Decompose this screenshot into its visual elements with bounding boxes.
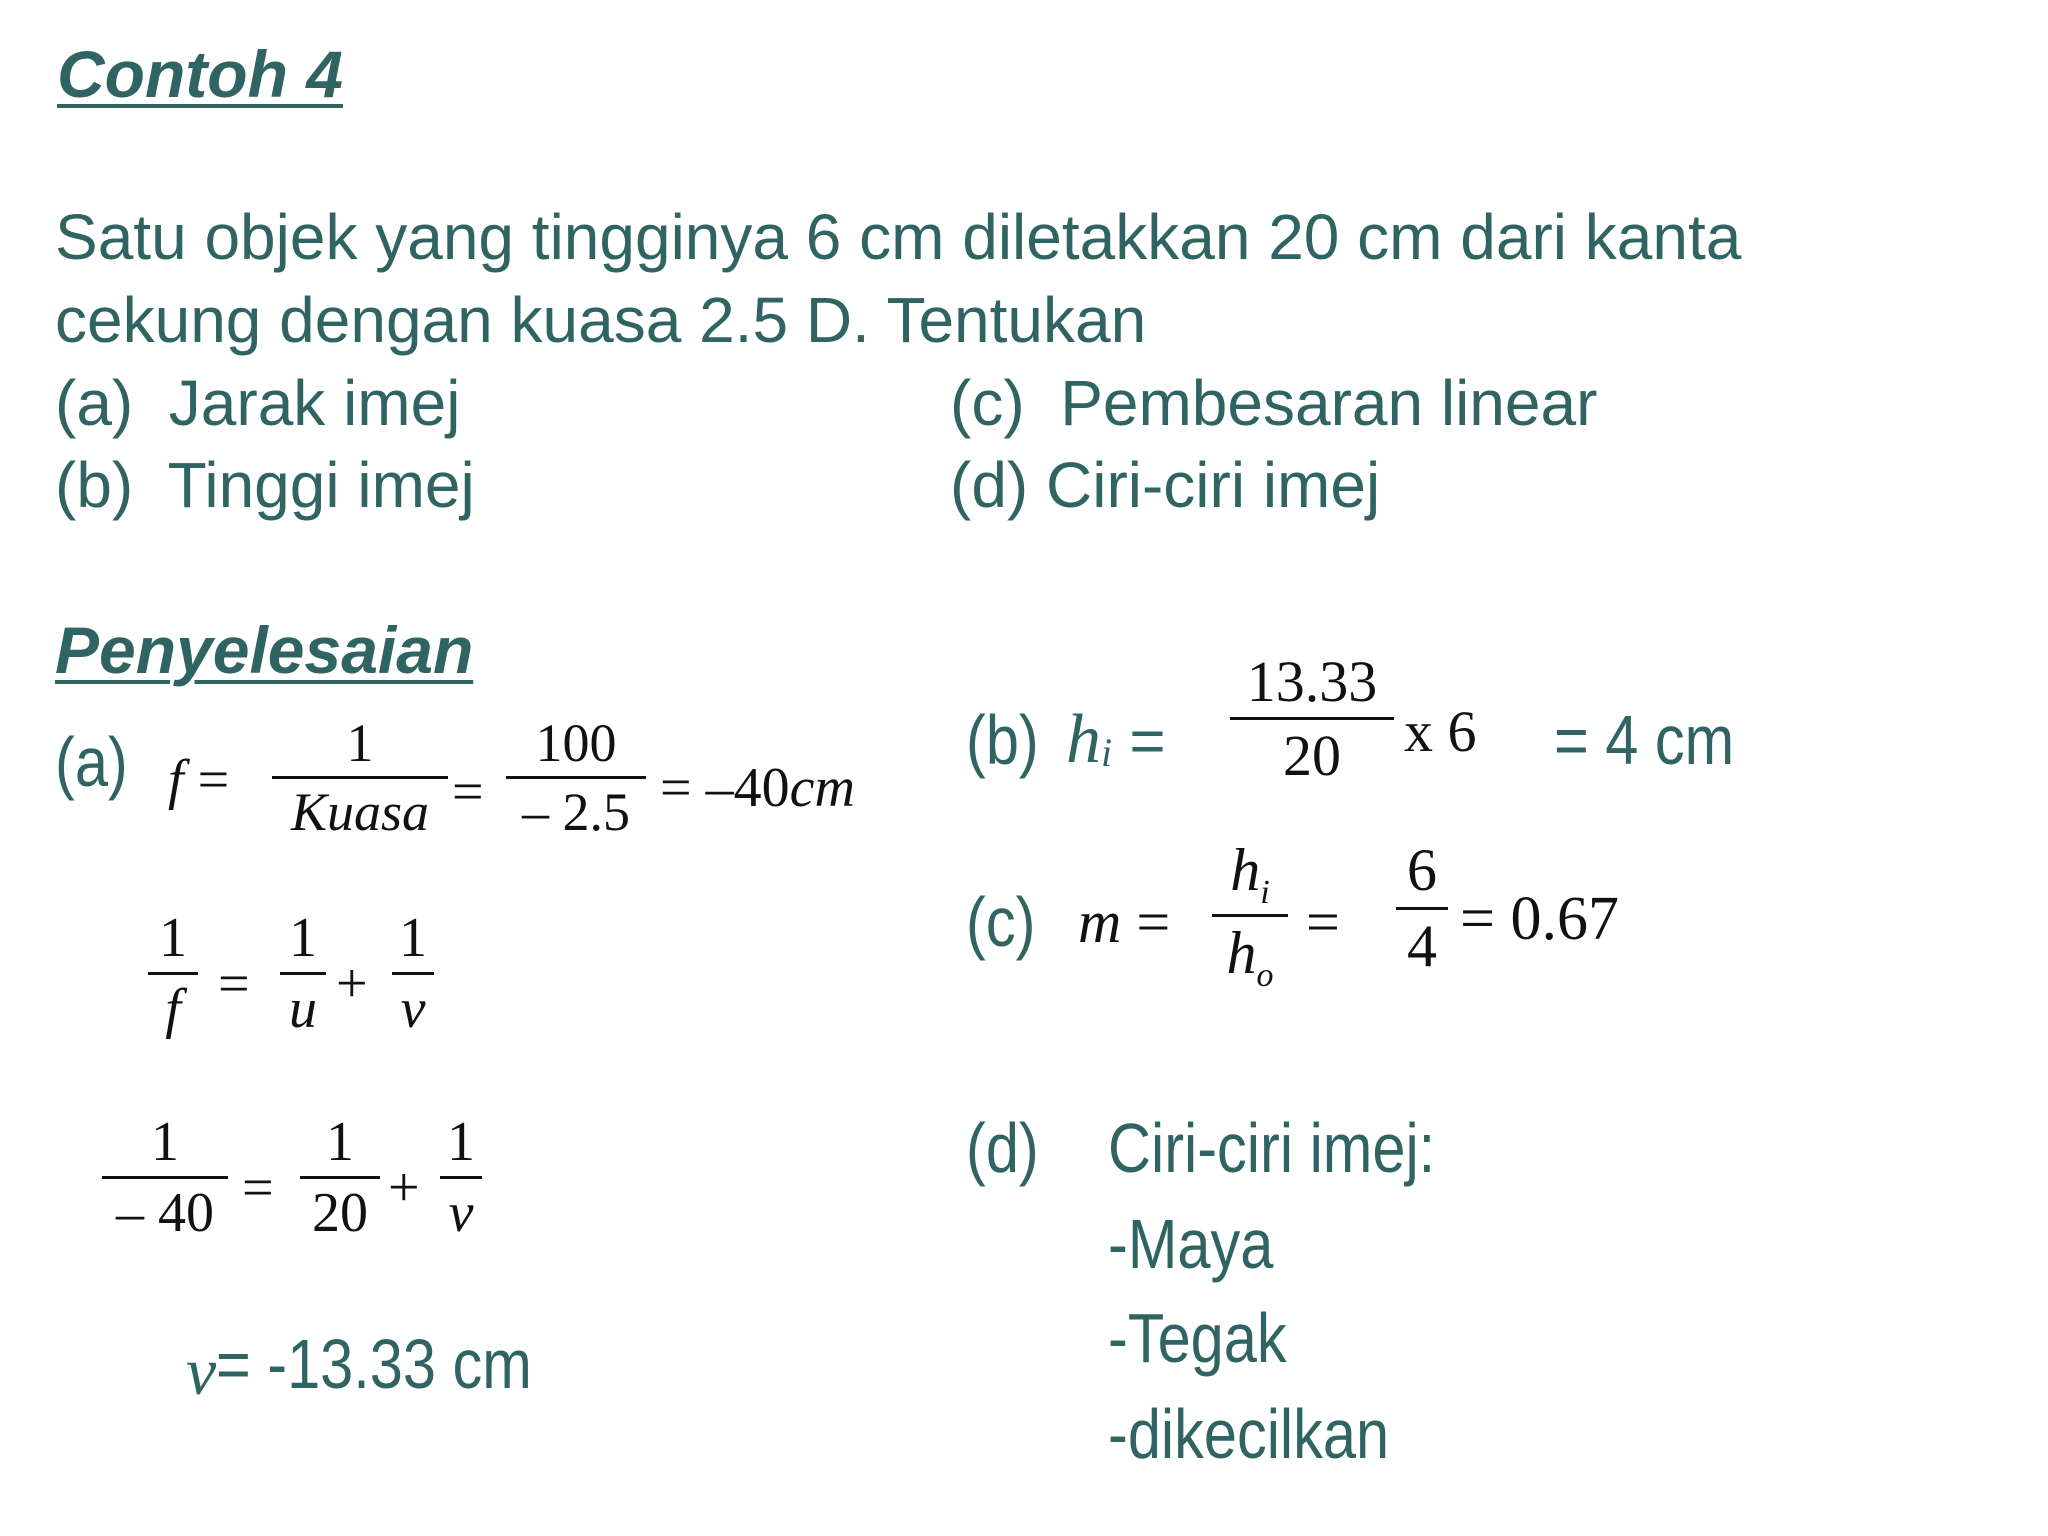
part-a-eq1-num2: 100 [535, 713, 617, 773]
part-a-eq1-den2: – 2.5 [522, 782, 630, 842]
part-a-eq1-f: f [168, 749, 184, 811]
solution-heading: Penyelesaian [55, 613, 474, 687]
question-b-label: (b) [55, 449, 134, 521]
part-b-sub: i [1101, 730, 1113, 776]
part-b-times: x 6 [1404, 699, 1477, 764]
part-b-result: = 4 cm [1554, 701, 1735, 779]
part-a-eq3-equals: = [242, 1157, 274, 1219]
fraction-bar [102, 1176, 228, 1179]
part-c-num2: 6 [1407, 837, 1437, 903]
part-d-title: Ciri-ciri imej: [1108, 1109, 1436, 1187]
fraction-bar [300, 1176, 380, 1179]
part-b-fraction [1230, 648, 1394, 789]
part-d-label: (d) [966, 1109, 1039, 1187]
part-a-answer-value: = -13.33 cm [216, 1325, 533, 1403]
part-c-den2: 4 [1407, 913, 1437, 979]
part-c-num-sub: i [1260, 874, 1270, 911]
part-a-eq2-d3: v [400, 978, 426, 1040]
fraction-bar [272, 776, 448, 779]
part-b-lhs [1066, 700, 1166, 780]
part-c-den-var: h [1226, 920, 1257, 986]
part-c-fraction-1 [1212, 836, 1288, 995]
fraction-bar [1212, 914, 1288, 917]
part-a-answer [186, 1325, 588, 1411]
fraction-bar [1230, 717, 1394, 720]
part-a-eq1-result [660, 756, 855, 820]
part-b-label: (b) [966, 701, 1039, 779]
fraction-bar [392, 972, 434, 975]
part-b-var: h [1066, 701, 1101, 778]
fraction-bar [506, 776, 646, 779]
part-a-label: (a) [55, 723, 128, 801]
part-a-eq2-n1: 1 [159, 907, 187, 969]
fraction-bar [440, 1176, 482, 1179]
part-a-eq3-fraction-1 [102, 1110, 228, 1245]
question-b-text: Tinggi imej [167, 449, 475, 521]
question-a-label: (a) [55, 367, 134, 439]
part-a-eq3-n2: 1 [326, 1111, 354, 1173]
part-a-eq3-fraction-3 [440, 1110, 482, 1245]
part-b-den: 20 [1283, 723, 1341, 788]
part-a-eq3-d3: v [448, 1182, 474, 1244]
question-d-label: (d) [950, 449, 1029, 521]
part-a-eq1-equals-2: = [452, 761, 484, 823]
question-c-label: (c) [950, 367, 1025, 439]
part-a-eq1-fraction-2 [506, 712, 646, 843]
part-b-eq: = [1112, 707, 1166, 776]
part-c-eq: = [1136, 889, 1171, 955]
part-a-eq2-n2: 1 [289, 907, 317, 969]
part-a-eq1-result-value: = –40 [660, 757, 790, 819]
part-a-eq2-d2: u [289, 978, 317, 1040]
part-c-num [1212, 836, 1288, 912]
part-c-var: m [1078, 889, 1122, 955]
part-a-eq1-lhs [168, 748, 229, 812]
part-c-den [1212, 919, 1288, 995]
part-a-eq3-d2: 20 [312, 1182, 368, 1244]
question-a-text: Jarak imej [168, 367, 461, 439]
part-a-eq2-equals: = [218, 953, 250, 1015]
part-c-fraction-2 [1396, 836, 1448, 981]
part-c-num-var: h [1230, 837, 1261, 903]
part-c-label: (c) [966, 883, 1036, 961]
part-a-eq3-n3: 1 [447, 1111, 475, 1173]
part-a-eq2-n3: 1 [399, 907, 427, 969]
part-d-characteristic-3: -dikecilkan [1108, 1395, 1390, 1473]
part-a-eq3-n1: 1 [151, 1111, 179, 1173]
part-a-eq1-num1: 1 [346, 713, 374, 773]
part-d-characteristic-1: -Maya [1108, 1205, 1274, 1283]
fraction-bar [280, 972, 326, 975]
part-a-eq2-fraction-2 [280, 906, 326, 1041]
part-a-eq1-unit: cm [789, 757, 855, 819]
part-a-eq3-fraction-2 [300, 1110, 380, 1245]
part-a-eq2-fraction-3 [392, 906, 434, 1041]
part-c-lhs [1078, 888, 1170, 957]
question-c-text: Pembesaran linear [1060, 367, 1598, 439]
fraction-bar [1396, 907, 1448, 910]
question-d-text: Ciri-ciri imej [1046, 449, 1381, 521]
question-d [950, 444, 1380, 526]
part-b-num: 13.33 [1246, 649, 1378, 714]
part-a-answer-var: v [186, 1333, 217, 1409]
part-d-characteristic-2: -Tegak [1108, 1299, 1287, 1377]
part-c-equals-2: = [1306, 889, 1340, 955]
part-a-eq1-den1: Kuasa [290, 782, 430, 842]
question-b [55, 444, 475, 526]
part-a-eq3-d1: – 40 [116, 1182, 214, 1244]
fraction-bar [148, 972, 198, 975]
part-a-eq2-d1: f [165, 978, 181, 1040]
part-a-eq1-fraction-1 [272, 712, 448, 843]
part-a-eq1-eq: = [197, 749, 230, 811]
example-heading: Contoh 4 [57, 37, 343, 111]
part-a-eq3-plus: + [388, 1157, 420, 1219]
question-c [950, 362, 1597, 444]
part-a-eq2-plus: + [336, 953, 368, 1015]
problem-line-1: Satu objek yang tingginya 6 cm diletakkan 20 cm dari kanta [55, 201, 1742, 273]
question-a [55, 362, 460, 444]
part-c-result: = 0.67 [1460, 885, 1619, 953]
problem-line-2: cekung dengan kuasa 2.5 D. Tentukan [55, 284, 1147, 356]
part-a-eq2-fraction-1 [148, 906, 198, 1041]
part-c-den-sub: o [1256, 957, 1274, 994]
